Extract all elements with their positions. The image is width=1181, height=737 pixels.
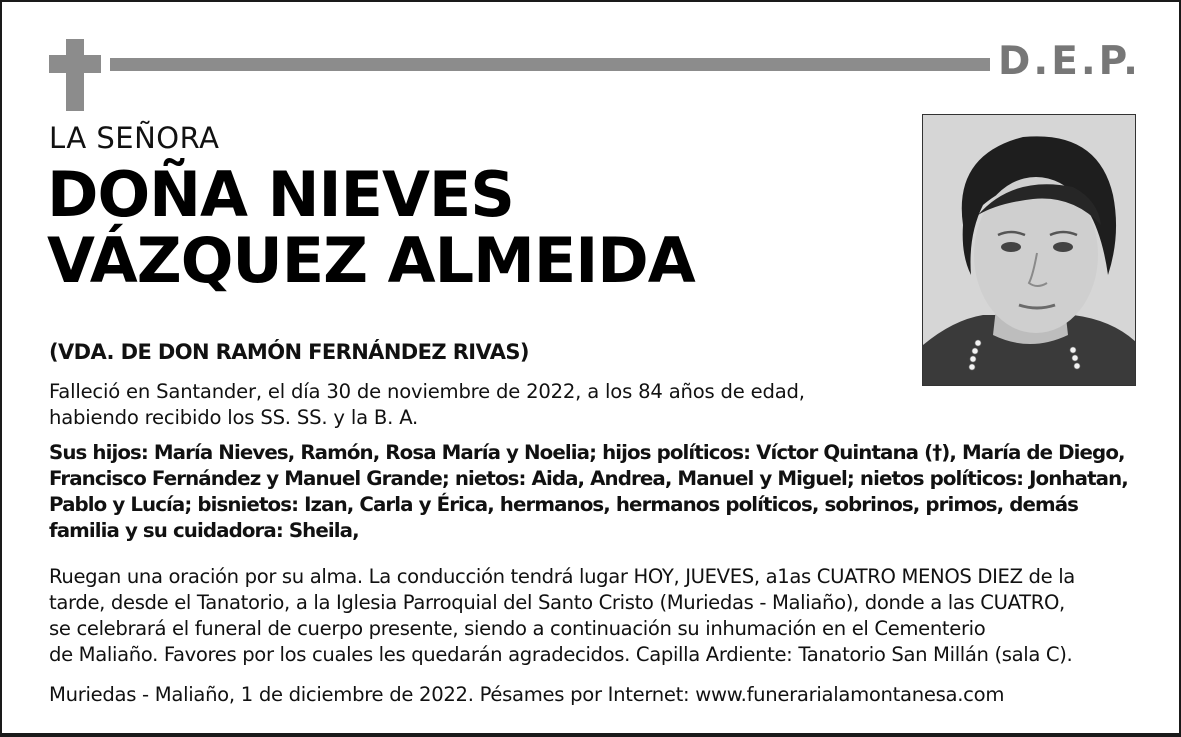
family-list bbox=[49, 440, 1128, 544]
header-rule bbox=[110, 58, 990, 71]
closing-line bbox=[49, 682, 1004, 708]
prayer-line: Ruegan una oración por su alma. La conducción tendrá lugar HOY, JUEVES, a1as CUATRO MENOS DIEZ de la bbox=[49, 565, 1075, 588]
death-notice bbox=[49, 379, 805, 431]
prayer-line: se celebrará el funeral de cuerpo presente, siendo a continuación su inhumación en el Cementerio bbox=[49, 617, 986, 640]
widow-of: (VDA. DE DON RAMÓN FERNÁNDEZ RIVAS) bbox=[49, 340, 529, 364]
death-notice-line: habiendo recibido los SS. SS. y la B. A. bbox=[49, 406, 419, 429]
closing-text: Muriedas - Maliaño, 1 de diciembre de 2022. Pésames por Internet: www.funerarialamontanesa.com bbox=[49, 683, 1005, 706]
deceased-name bbox=[47, 158, 695, 297]
death-notice-line: Falleció en Santander, el día 30 de noviembre de 2022, a los 84 años de edad, bbox=[49, 380, 805, 403]
dep-label: D.E.P. bbox=[998, 39, 1141, 84]
prayer-line: de Maliaño. Favores por los cuales les quedarán agradecidos. Capilla Ardiente: Tanatorio San Millán (sala C). bbox=[49, 643, 1073, 666]
deceased-name-line1: DOÑA NIEVES bbox=[47, 158, 514, 231]
family-line: Pablo y Lucía; bisnietos: Izan, Carla y Érica, hermanos, hermanos políticos, sobrinos, primos, demás bbox=[49, 493, 1079, 516]
cross-icon bbox=[49, 39, 101, 111]
family-line: Francisco Fernández y Manuel Grande; nietos: Aida, Andrea, Manuel y Miguel; nietos políticos: Jonhatan, bbox=[49, 467, 1128, 490]
family-line: Sus hijos: María Nieves, Ramón, Rosa María y Noelia; hijos políticos: Víctor Quintana (†), María de Diego, bbox=[49, 441, 1125, 464]
prayer-paragraph bbox=[49, 564, 1075, 668]
deceased-name-line2: VÁZQUEZ ALMEIDA bbox=[47, 224, 695, 297]
prayer-line: tarde, desde el Tanatorio, a la Iglesia Parroquial del Santo Cristo (Muriedas - Maliaño), donde a las CUATRO, bbox=[49, 591, 1065, 614]
family-line: familia y su cuidadora: Sheila, bbox=[49, 519, 359, 542]
portrait-photo bbox=[922, 114, 1136, 386]
title-label: LA SEÑORA bbox=[49, 121, 220, 155]
